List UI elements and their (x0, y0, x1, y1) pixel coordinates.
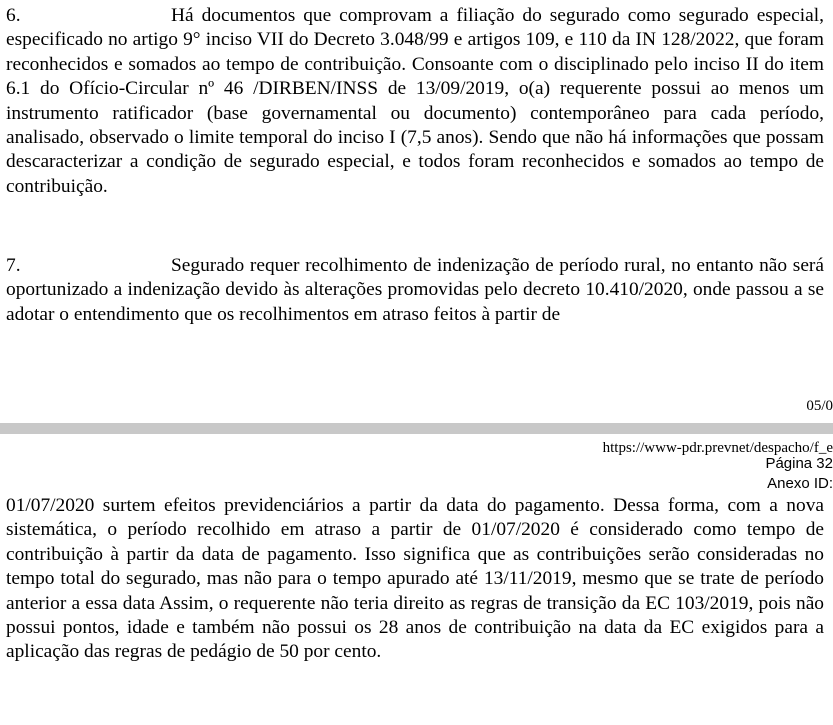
paragraph-number: 7. (6, 255, 21, 276)
page-header-page-number: Página 32 (765, 455, 833, 472)
paragraph-number: 6. (6, 5, 21, 26)
paragraph-7-continued: 01/07/2020 surtem efeitos previdenciários a partir da data do pagamento. Dessa forma, com a nova sistemática, o período recolhido em atraso a partir de 01/07/2020 é considerado como tempo de contribuição à partir da data de pagamento. Isso significa que as contribuições serão consideradas no tempo total do segurado, mas não para o tempo apurado até 13/11/2019, mesmo que se trate de período anterior a essa data Assim, o requerente não teria direito as regras de transição da EC 103/2019, pois não possui pontos, idade e também não possui os 28 anos de contribuição na data da EC exigidos para a aplicação das regras de pedágio de 50 por cento. (6, 495, 824, 663)
page-separator (0, 423, 833, 434)
paragraph-6 (6, 4, 824, 199)
page-header-annex-id: Anexo ID: (767, 475, 833, 492)
paragraph-text: Segurado requer recolhimento de indenização de período rural, no entanto não será oportunizado a indenização devido às alterações promovidas pelo decreto 10.410/2020, onde passou a se adotar o entendimento que os recolhimentos em atraso feitos à partir de (6, 255, 824, 325)
paragraph-text: Há documentos que comprovam a filiação do segurado como segurado especial, especificado no artigo 9° inciso VII do Decreto 3.048/99 e artigos 109, e 110 da IN 128/2022, que foram reconhecidos e somados ao tempo de contribuição. Consoante com o disciplinado pelo inciso II do item 6.1 do Ofício-Circular nº 46 /DIRBEN/INSS de 13/09/2019, o(a) requerente possui ao menos um instrumento ratificador (base governamental ou documento) contemporâneo para cada período, analisado, observado o limite temporal do inciso I (7,5 anos). Sendo que não há informações que possam descaracterizar a condição de segurado especial, e todos foram reconhecidos e somados ao tempo de contribuição. (6, 5, 824, 197)
document-page-bottom (0, 434, 833, 725)
page-footer-date: 05/0 (806, 398, 833, 414)
paragraph-7 (6, 254, 824, 327)
page-header-url: https://www-pdr.prevnet/despacho/f_e (602, 440, 833, 456)
